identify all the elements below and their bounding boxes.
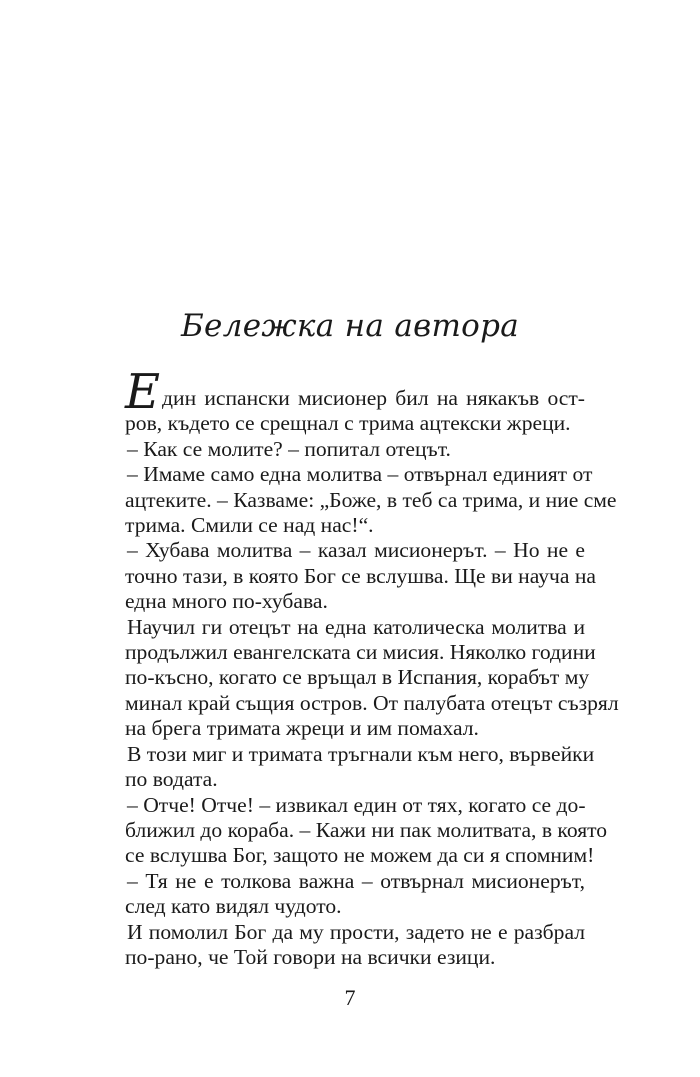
paragraph	[125, 538, 596, 614]
paragraph	[125, 462, 617, 538]
text-line: на брега тримата жреци и им помахал.	[125, 716, 479, 741]
paragraph	[125, 920, 585, 971]
drop-cap: Е	[125, 364, 161, 420]
paragraph	[125, 869, 585, 920]
text-line: една много по-хубава.	[125, 589, 328, 614]
text-line: Научил ги отецът на една католическа молитва и	[127, 614, 585, 639]
text-line: след като видял чудото.	[125, 894, 342, 919]
text-line: ацтеките. – Казваме: „Боже, в теб са трима, и ние сме	[125, 487, 617, 512]
text-line: – Хубава молитва – казал мисионерът. – Но не е	[127, 538, 585, 563]
text-line: се вслушва Бог, защото не можем да си я спомним!	[125, 843, 595, 868]
text-line: – Имаме само една молитва – отвърнал единият от	[127, 462, 593, 487]
page-number: 7	[344, 985, 356, 1010]
paragraph	[125, 614, 619, 742]
paragraph	[125, 741, 595, 793]
paragraph	[125, 364, 585, 437]
text-line: – Тя не е толкова важна – отвърнал мисионерът,	[127, 868, 585, 893]
text-line: В този миг и тримата тръгнали към него, вървейки	[127, 741, 595, 766]
text-line: трима. Смили се над нас!“.	[125, 513, 374, 538]
paragraph	[125, 437, 585, 462]
text-line: по водата.	[125, 767, 218, 792]
chapter-heading: Бележка на автора	[180, 308, 520, 344]
text-line: – Как се молите? – попитал отецът.	[127, 436, 451, 461]
text-line: – Отче! Отче! – извикал един от тях, когато се до-	[127, 792, 586, 817]
text-line	[125, 364, 585, 420]
text-line: ближил до кораба. – Кажи ни пак молитвата, в която	[125, 817, 608, 842]
text-line: продължил евангелската си мисия. Няколко години	[125, 640, 596, 665]
line-text: дин испански мисионер бил на някакъв ост-	[162, 386, 585, 410]
text-line: И помолил Бог да му прости, задето не е разбрал	[127, 919, 585, 944]
text-line: по-късно, когато се връщал в Испания, корабът му	[125, 665, 590, 690]
text-line: минал край същия остров. От палубата отецът съзрял	[125, 690, 619, 715]
body-text	[125, 364, 619, 970]
text-line: по-рано, че Той говори на всички езици.	[125, 944, 496, 969]
text-line: ров, където се срещнал с трима ацтекски жреци.	[125, 411, 571, 436]
paragraph	[125, 792, 608, 869]
text-line: точно тази, в която Бог се вслушва. Ще ви науча на	[125, 563, 596, 588]
